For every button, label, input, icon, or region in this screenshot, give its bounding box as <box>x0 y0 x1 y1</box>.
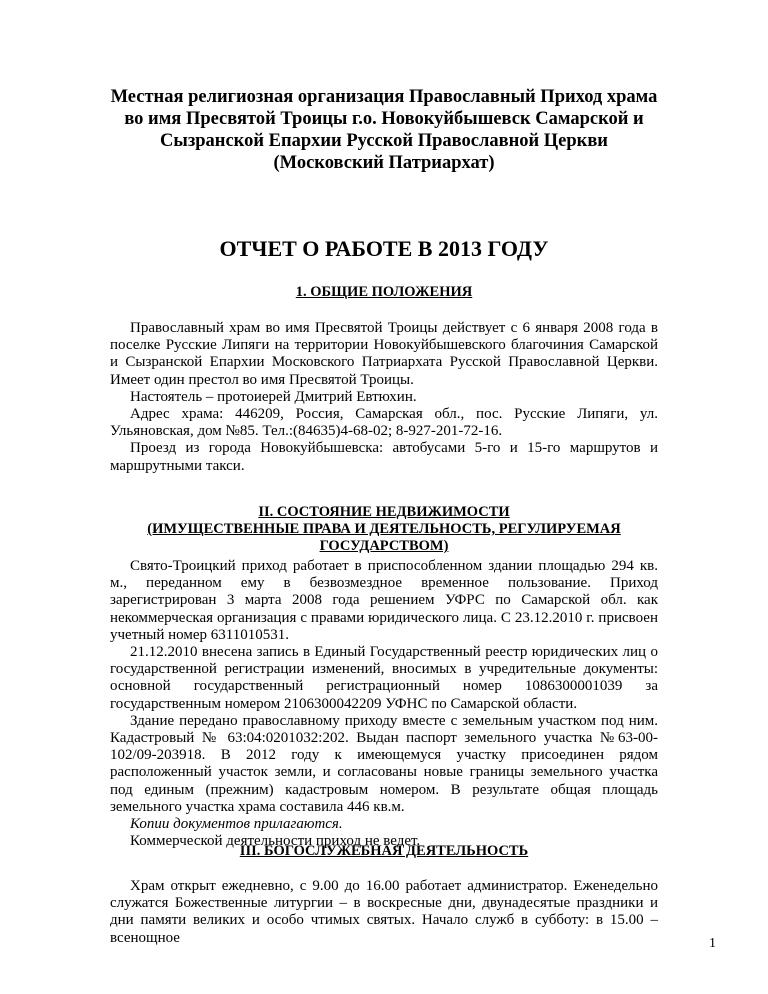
section-3-body <box>110 878 658 947</box>
paragraph: Православный храм во имя Пресвятой Троицы действует с 6 января 2008 года в поселке Русские Липяги на территории Новокуйбышевского благочиния Самарской и Сызранской Епархии Московского Патриархата Русской Православной Церкви. Имеет один престол во имя Пресвятой Троицы. <box>110 320 658 388</box>
section-2-heading-line-1: II. СОСТОЯНИЕ НЕДВИЖИМОСТИ <box>258 504 510 520</box>
paragraph: Проезд из города Новокуйбышевска: автобусами 5-го и 15-го маршрутов и маршрутными такси. <box>110 440 658 474</box>
paragraph: Здание передано православному приходу вместе с земельным участком под ним. Кадастровый № 63:04:0201032:202. Выдан паспорт земельного участка №63-00-102/09-203918. В 2012 году к имеющемуся участку присоединен рядом расположенный участок земли, и согласованы новые границы земельного участка под единым (прежним) кадастровым номером. В результате общая площадь земельного участка храма составила 446 кв.м. <box>110 712 658 815</box>
section-1-heading: 1. ОБЩИЕ ПОЛОЖЕНИЯ <box>295 284 473 300</box>
paragraph: Настоятель – протоиерей Дмитрий Евтюхин. <box>130 388 417 405</box>
paragraph: Коммерческой деятельности приход не ведет. <box>130 833 421 850</box>
paragraph: 21.12.2010 внесена запись в Единый Государственный реестр юридических лиц о государственной регистрации изменений, вносимых в учредительные документы: основной государственный регистрационный номер 1086300001039 за государственным номером 2106300042209 УФНС по Самарской области. <box>110 644 658 712</box>
section-2-body <box>110 558 658 850</box>
paragraph: Свято-Троицкий приход работает в приспособленном здании площадью 294 кв. м., переданном ему в безвозмездное временное пользование. Приход зарегистрирован 3 марта 2008 года решением УФРС по Самарской обл. как некоммерческая организация с правами юридического лица. С 23.12.2010 г. присвоен учетный номер 6311010531. <box>110 558 658 643</box>
section-2-heading <box>110 504 658 555</box>
section-2-heading-line-2: (ИМУЩЕСТВЕННЫЕ ПРАВА И ДЕЯТЕЛЬНОСТЬ, РЕГУЛИРУЕМАЯ ГОСУДАРСТВОМ) <box>147 521 621 554</box>
section-3-heading: III. БОГОСЛУЖЕБНАЯ ДЕЯТЕЛЬНОСТЬ <box>239 843 529 859</box>
paragraph: Адрес храма: 446209, Россия, Самарская обл., пос. Русские Липяги, ул. Ульяновская, дом №85. Тел.:(84635)4-68-02; 8-927-201-72-16. <box>110 406 658 440</box>
paragraph: Храм открыт ежедневно, с 9.00 до 16.00 работает администратор. Еженедельно служатся Божественные литургии – в воскресные дни, двунадесятые праздники и дни памяти великих и особо чтимых святых. Начало служб в субботу: в 15.00 – всенощное <box>110 878 658 946</box>
report-title: ОТЧЕТ О РАБОТЕ В 2013 ГОДУ <box>219 236 549 261</box>
page-number: 1 <box>709 936 716 951</box>
paragraph-documents-note: Копии документов прилагаются. <box>130 816 343 833</box>
section-1-body <box>110 320 658 475</box>
organization-title: Местная религиозная организация Православный Приход храма во имя Пресвятой Троицы г.о. Новокуйбышевск Самарской и Сызранской Епархии Русской Православной Церкви (Московский Патриархат) <box>110 87 658 173</box>
